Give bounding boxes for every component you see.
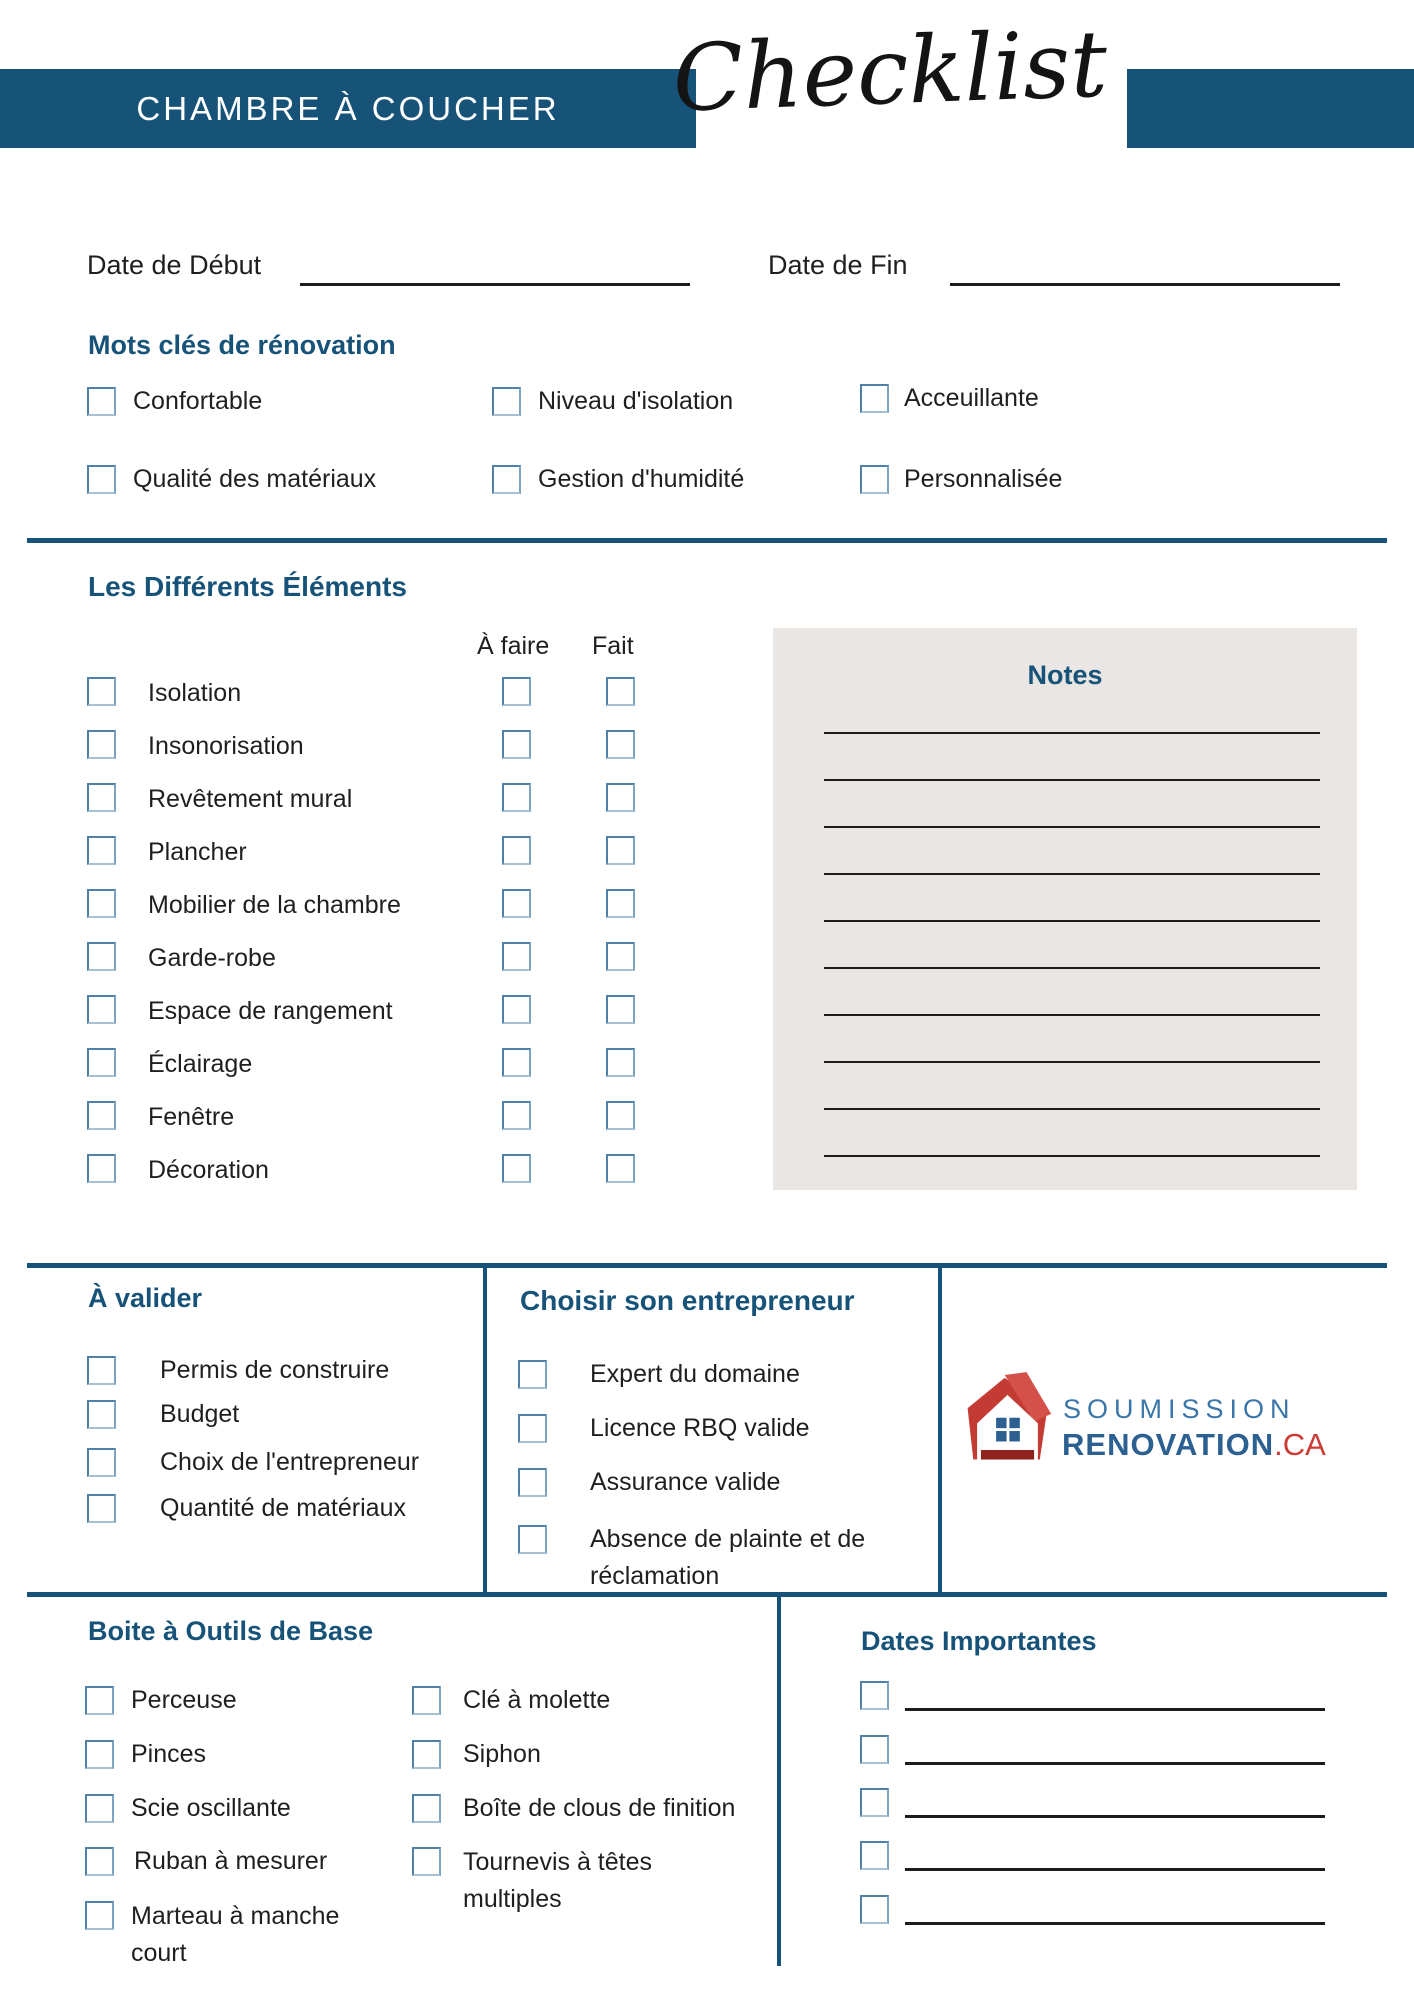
checkbox[interactable] [412, 1686, 441, 1715]
keywords-heading: Mots clés de rénovation [88, 330, 396, 360]
checkbox[interactable] [87, 730, 116, 759]
notes-line[interactable] [824, 732, 1320, 734]
tool-item: Tournevis à têtes multiples [412, 1844, 678, 1920]
done-checkbox[interactable] [606, 1101, 635, 1130]
tool-item: Clé à molette [412, 1683, 610, 1717]
notes-line[interactable] [824, 967, 1320, 969]
todo-checkbox[interactable] [502, 1154, 531, 1183]
logo-suffix: .CA [1274, 1427, 1326, 1462]
todo-checkbox[interactable] [502, 1048, 531, 1077]
checkbox[interactable] [85, 1740, 114, 1769]
important-date-line[interactable] [905, 1708, 1325, 1711]
element-row: Décoration [0, 1154, 700, 1188]
checkbox[interactable] [85, 1847, 114, 1876]
checkbox[interactable] [87, 1400, 116, 1429]
checkbox[interactable] [860, 1841, 889, 1870]
important-date-row [860, 1732, 889, 1766]
checkbox[interactable] [87, 1154, 116, 1183]
tool-item: Pinces [85, 1737, 206, 1771]
validate-item: Permis de construire [87, 1353, 389, 1387]
important-date-row [860, 1892, 889, 1926]
checkbox[interactable] [412, 1794, 441, 1823]
keyword-item: Qualité des matériaux [87, 462, 376, 496]
page-title: CHAMBRE À COUCHER [136, 89, 560, 127]
todo-checkbox[interactable] [502, 1101, 531, 1130]
column-separator [938, 1263, 942, 1593]
important-date-line[interactable] [905, 1922, 1325, 1925]
checkbox[interactable] [85, 1686, 114, 1715]
element-row: Fenêtre [0, 1101, 700, 1135]
column-separator [777, 1592, 781, 1966]
checkbox[interactable] [860, 1788, 889, 1817]
checkbox[interactable] [412, 1740, 441, 1769]
tool-item: Boîte de clous de finition [412, 1791, 735, 1825]
checkbox[interactable] [518, 1414, 547, 1443]
validate-item: Choix de l'entrepreneur [87, 1445, 419, 1479]
notes-line[interactable] [824, 1108, 1320, 1110]
logo-line1: SOUMISSION [1063, 1394, 1296, 1424]
contractor-item: Assurance valide [518, 1465, 780, 1499]
script-title: Checklist [671, 10, 1109, 133]
contractor-item: Licence RBQ valide [518, 1411, 810, 1445]
date-end-line[interactable] [950, 283, 1340, 286]
todo-checkbox[interactable] [502, 889, 531, 918]
checkbox[interactable] [87, 1448, 116, 1477]
checkbox[interactable] [860, 1681, 889, 1710]
contractor-item: Expert du domaine [518, 1357, 800, 1391]
notes-line[interactable] [824, 873, 1320, 875]
checkbox[interactable] [87, 1101, 116, 1130]
notes-line[interactable] [824, 826, 1320, 828]
header-left-bar [0, 69, 696, 148]
element-row: Insonorisation [0, 730, 700, 764]
notes-line[interactable] [824, 1014, 1320, 1016]
done-checkbox[interactable] [606, 889, 635, 918]
toolbox-heading: Boite à Outils de Base [88, 1616, 374, 1646]
todo-checkbox[interactable] [502, 783, 531, 812]
element-row: Isolation [0, 677, 700, 711]
tool-item: Scie oscillante [85, 1791, 291, 1825]
important-date-row [860, 1838, 889, 1872]
keyword-item: Niveau d'isolation [492, 384, 733, 418]
important-date-line[interactable] [905, 1762, 1325, 1765]
checkbox[interactable] [87, 783, 116, 812]
checkbox[interactable] [860, 465, 889, 494]
notes-line[interactable] [824, 779, 1320, 781]
date-end-label: Date de Fin [768, 250, 908, 280]
element-row: Espace de rangement [0, 995, 700, 1029]
house-icon [960, 1372, 1055, 1472]
todo-checkbox[interactable] [502, 730, 531, 759]
todo-checkbox[interactable] [502, 995, 531, 1024]
contractor-heading: Choisir son entrepreneur [520, 1285, 855, 1316]
important-dates-heading: Dates Importantes [861, 1626, 1097, 1656]
header-right-bar [1127, 69, 1414, 148]
column-separator [483, 1263, 487, 1593]
checkbox[interactable] [87, 1494, 116, 1523]
important-date-row [860, 1678, 889, 1712]
notes-line[interactable] [824, 1155, 1320, 1157]
done-checkbox[interactable] [606, 995, 635, 1024]
element-row: Revêtement mural [0, 783, 700, 817]
tool-item: Siphon [412, 1737, 541, 1771]
column-header-todo: À faire [477, 632, 550, 660]
checkbox[interactable] [87, 465, 116, 494]
done-checkbox[interactable] [606, 836, 635, 865]
checkbox[interactable] [518, 1468, 547, 1497]
important-date-line[interactable] [905, 1868, 1325, 1871]
notes-box [773, 628, 1357, 1190]
date-start-line[interactable] [300, 283, 690, 286]
checkbox[interactable] [87, 387, 116, 416]
done-checkbox[interactable] [606, 1048, 635, 1077]
keyword-item: Confortable [87, 384, 262, 418]
logo-line2: RENOVATION.CA [1062, 1427, 1326, 1462]
section-divider [27, 1263, 1387, 1268]
notes-line[interactable] [824, 1061, 1320, 1063]
checkbox[interactable] [87, 1048, 116, 1077]
notes-line[interactable] [824, 920, 1320, 922]
checkbox[interactable] [85, 1794, 114, 1823]
checkbox[interactable] [518, 1360, 547, 1389]
todo-checkbox[interactable] [502, 677, 531, 706]
important-date-line[interactable] [905, 1815, 1325, 1818]
validate-item: Budget [87, 1397, 239, 1431]
notes-heading: Notes [1027, 660, 1103, 690]
checkbox[interactable] [87, 889, 116, 918]
validate-heading: À valider [88, 1283, 203, 1313]
done-checkbox[interactable] [606, 730, 635, 759]
checkbox[interactable] [412, 1847, 441, 1876]
checkbox[interactable] [87, 995, 116, 1024]
checkbox[interactable] [87, 677, 116, 706]
done-checkbox[interactable] [606, 677, 635, 706]
checkbox[interactable] [518, 1525, 547, 1554]
checkbox[interactable] [492, 465, 521, 494]
tool-item: Perceuse [85, 1683, 237, 1717]
column-header-done: Fait [592, 632, 634, 660]
checkbox[interactable] [860, 1895, 889, 1924]
checkbox[interactable] [85, 1901, 114, 1930]
element-row: Plancher [0, 836, 700, 870]
checkbox[interactable] [860, 384, 889, 413]
tool-item: Ruban à mesurer [85, 1844, 327, 1878]
done-checkbox[interactable] [606, 942, 635, 971]
done-checkbox[interactable] [606, 1154, 635, 1183]
section-divider [27, 538, 1387, 543]
keyword-item: Gestion d'humidité [492, 462, 744, 496]
element-row: Mobilier de la chambre [0, 889, 700, 923]
important-date-row [860, 1785, 889, 1819]
tool-item: Marteau à manche court [85, 1898, 361, 1974]
keyword-item: Personnalisée [860, 462, 1062, 496]
keyword-item: Acceuillante [860, 381, 1039, 415]
element-row: Garde-robe [0, 942, 700, 976]
soumission-renovation-logo [960, 1372, 1380, 1472]
done-checkbox[interactable] [606, 783, 635, 812]
contractor-item: Absence de plainte et de réclamation [518, 1521, 880, 1597]
todo-checkbox[interactable] [502, 942, 531, 971]
checkbox[interactable] [860, 1735, 889, 1764]
checkbox[interactable] [492, 387, 521, 416]
element-row: Éclairage [0, 1048, 700, 1082]
section-divider [27, 1592, 1387, 1597]
checkbox[interactable] [87, 836, 116, 865]
todo-checkbox[interactable] [502, 836, 531, 865]
checkbox[interactable] [87, 942, 116, 971]
checkbox[interactable] [87, 1356, 116, 1385]
validate-item: Quantité de matériaux [87, 1491, 406, 1525]
elements-heading: Les Différents Éléments [88, 571, 407, 602]
date-start-label: Date de Début [87, 250, 262, 280]
